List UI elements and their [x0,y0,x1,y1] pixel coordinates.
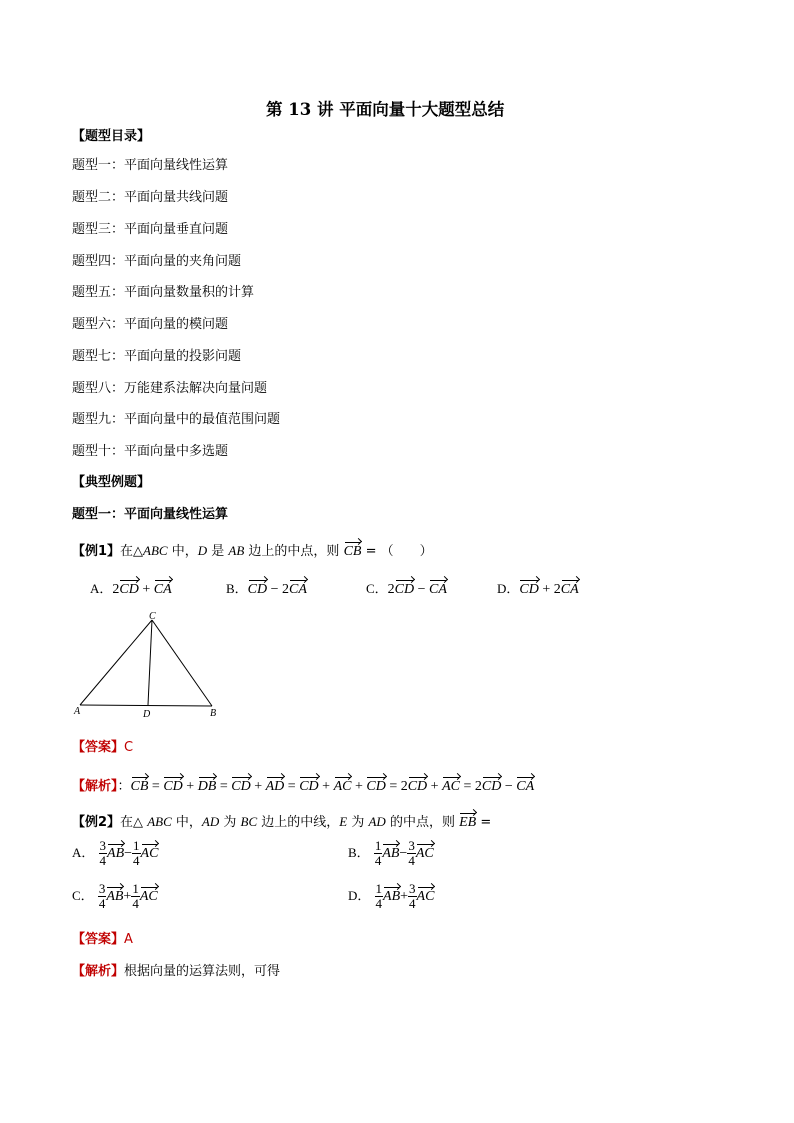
analysis-vector: CD [299,779,319,794]
analysis-vector: DB [197,779,217,794]
analysis-vector: CD [366,779,386,794]
examples-heading: 【典型例题】 [72,475,151,490]
vector-eb: EB [459,815,477,830]
catalog-item: 题型三：平面向量垂直问题 [72,222,229,237]
side-cb [152,620,212,706]
example-1-option-b: B．CD − 2CA [226,581,307,597]
analysis-vector: AC [333,779,352,794]
example-2-option-c: C． $\frac{3}{4}$ AB+ $\frac{1}{4}$ AC [72,881,158,911]
label-a: A [74,706,81,717]
analysis-vector: CD [163,779,183,794]
catalog-item: 题型六：平面向量的模问题 [72,317,229,332]
analysis-operator: = 2 [459,779,482,794]
analysis-operator: + [427,779,443,794]
catalog-item: 题型八：万能建系法解决向量问题 [72,381,268,396]
catalog-item: 题型二：平面向量共线问题 [72,190,229,205]
example-1-tag: 【例1】 [72,544,121,559]
triangle-figure [72,608,232,720]
analysis-vector: AD [265,779,285,794]
analysis-vector: CD [481,779,502,794]
analysis-operator: + [250,779,266,794]
example-2-option-a: A． $\frac{3}{4}$ AB− $\frac{1}{4}$ AC [72,838,159,868]
analysis-operator: + [182,779,198,794]
analysis-operator: + [351,779,367,794]
analysis-equation [131,779,535,794]
example-2-question: 【例2】在△ ABC 中，AD 为 BC 边上的中线，E 为 AD 的中点，则 EB = [72,814,492,830]
example-1-answer: 【答案】C [72,740,134,755]
catalog-item: 题型九：平面向量中的最值范围问题 [72,412,281,427]
analysis-operator: − [501,779,517,794]
analysis-vector: CA [516,779,535,794]
label-b: B [210,708,217,719]
analysis-vector: CD [407,779,428,794]
label-d: D [143,709,151,720]
catalog-item: 题型五：平面向量数量积的计算 [72,285,255,300]
analysis-vector: AC [442,779,460,794]
analysis-vector: CB [130,779,149,794]
analysis-operator: = 2 [385,779,408,794]
side-ab [80,705,212,706]
page-title: 第 13 讲 平面向量十大题型总结 [266,100,505,119]
example-1-analysis: 【解析】：CB = CD + DB = CD + AD = CD + AC + CD = 2CD + AC = 2CD − CA [72,779,535,794]
vector-cb: CB [343,544,362,559]
example-1-question: 【例1】在△ABC 中，D 是 AB 边上的中点，则 CB = （ ） [72,543,433,559]
example-1-option-c: C．2CD − CA [366,581,447,597]
example-2-option-d: D． $\frac{1}{4}$ AB+ $\frac{3}{4}$ AC [348,881,435,911]
analysis-operator: = [284,779,300,794]
side-ac [80,620,152,705]
analysis-vector: CD [231,779,251,794]
section-1-title: 题型一：平面向量线性运算 [72,507,229,522]
catalog-heading: 【题型目录】 [72,129,151,144]
analysis-operator: = [148,779,164,794]
example-2-answer: 【答案】A [72,932,133,947]
analysis-operator: = [216,779,232,794]
catalog-item: 题型七：平面向量的投影问题 [72,349,242,364]
example-1-option-d: D．CD + 2CA [497,581,579,597]
label-c: C [149,611,156,622]
example-2-tag: 【例2】 [72,815,121,830]
analysis-operator: + [318,779,334,794]
catalog-item: 题型十：平面向量中多选题 [72,444,229,459]
segment-cd [148,620,152,705]
example-2-option-b: B． $\frac{1}{4}$ AB− $\frac{3}{4}$ AC [348,838,434,868]
example-1-option-a: A．2CD + CA [90,581,172,597]
example-2-analysis: 【解析】根据向量的运算法则，可得 [72,964,281,979]
catalog-item: 题型四：平面向量的夹角问题 [72,254,242,269]
catalog-item: 题型一：平面向量线性运算 [72,158,229,173]
